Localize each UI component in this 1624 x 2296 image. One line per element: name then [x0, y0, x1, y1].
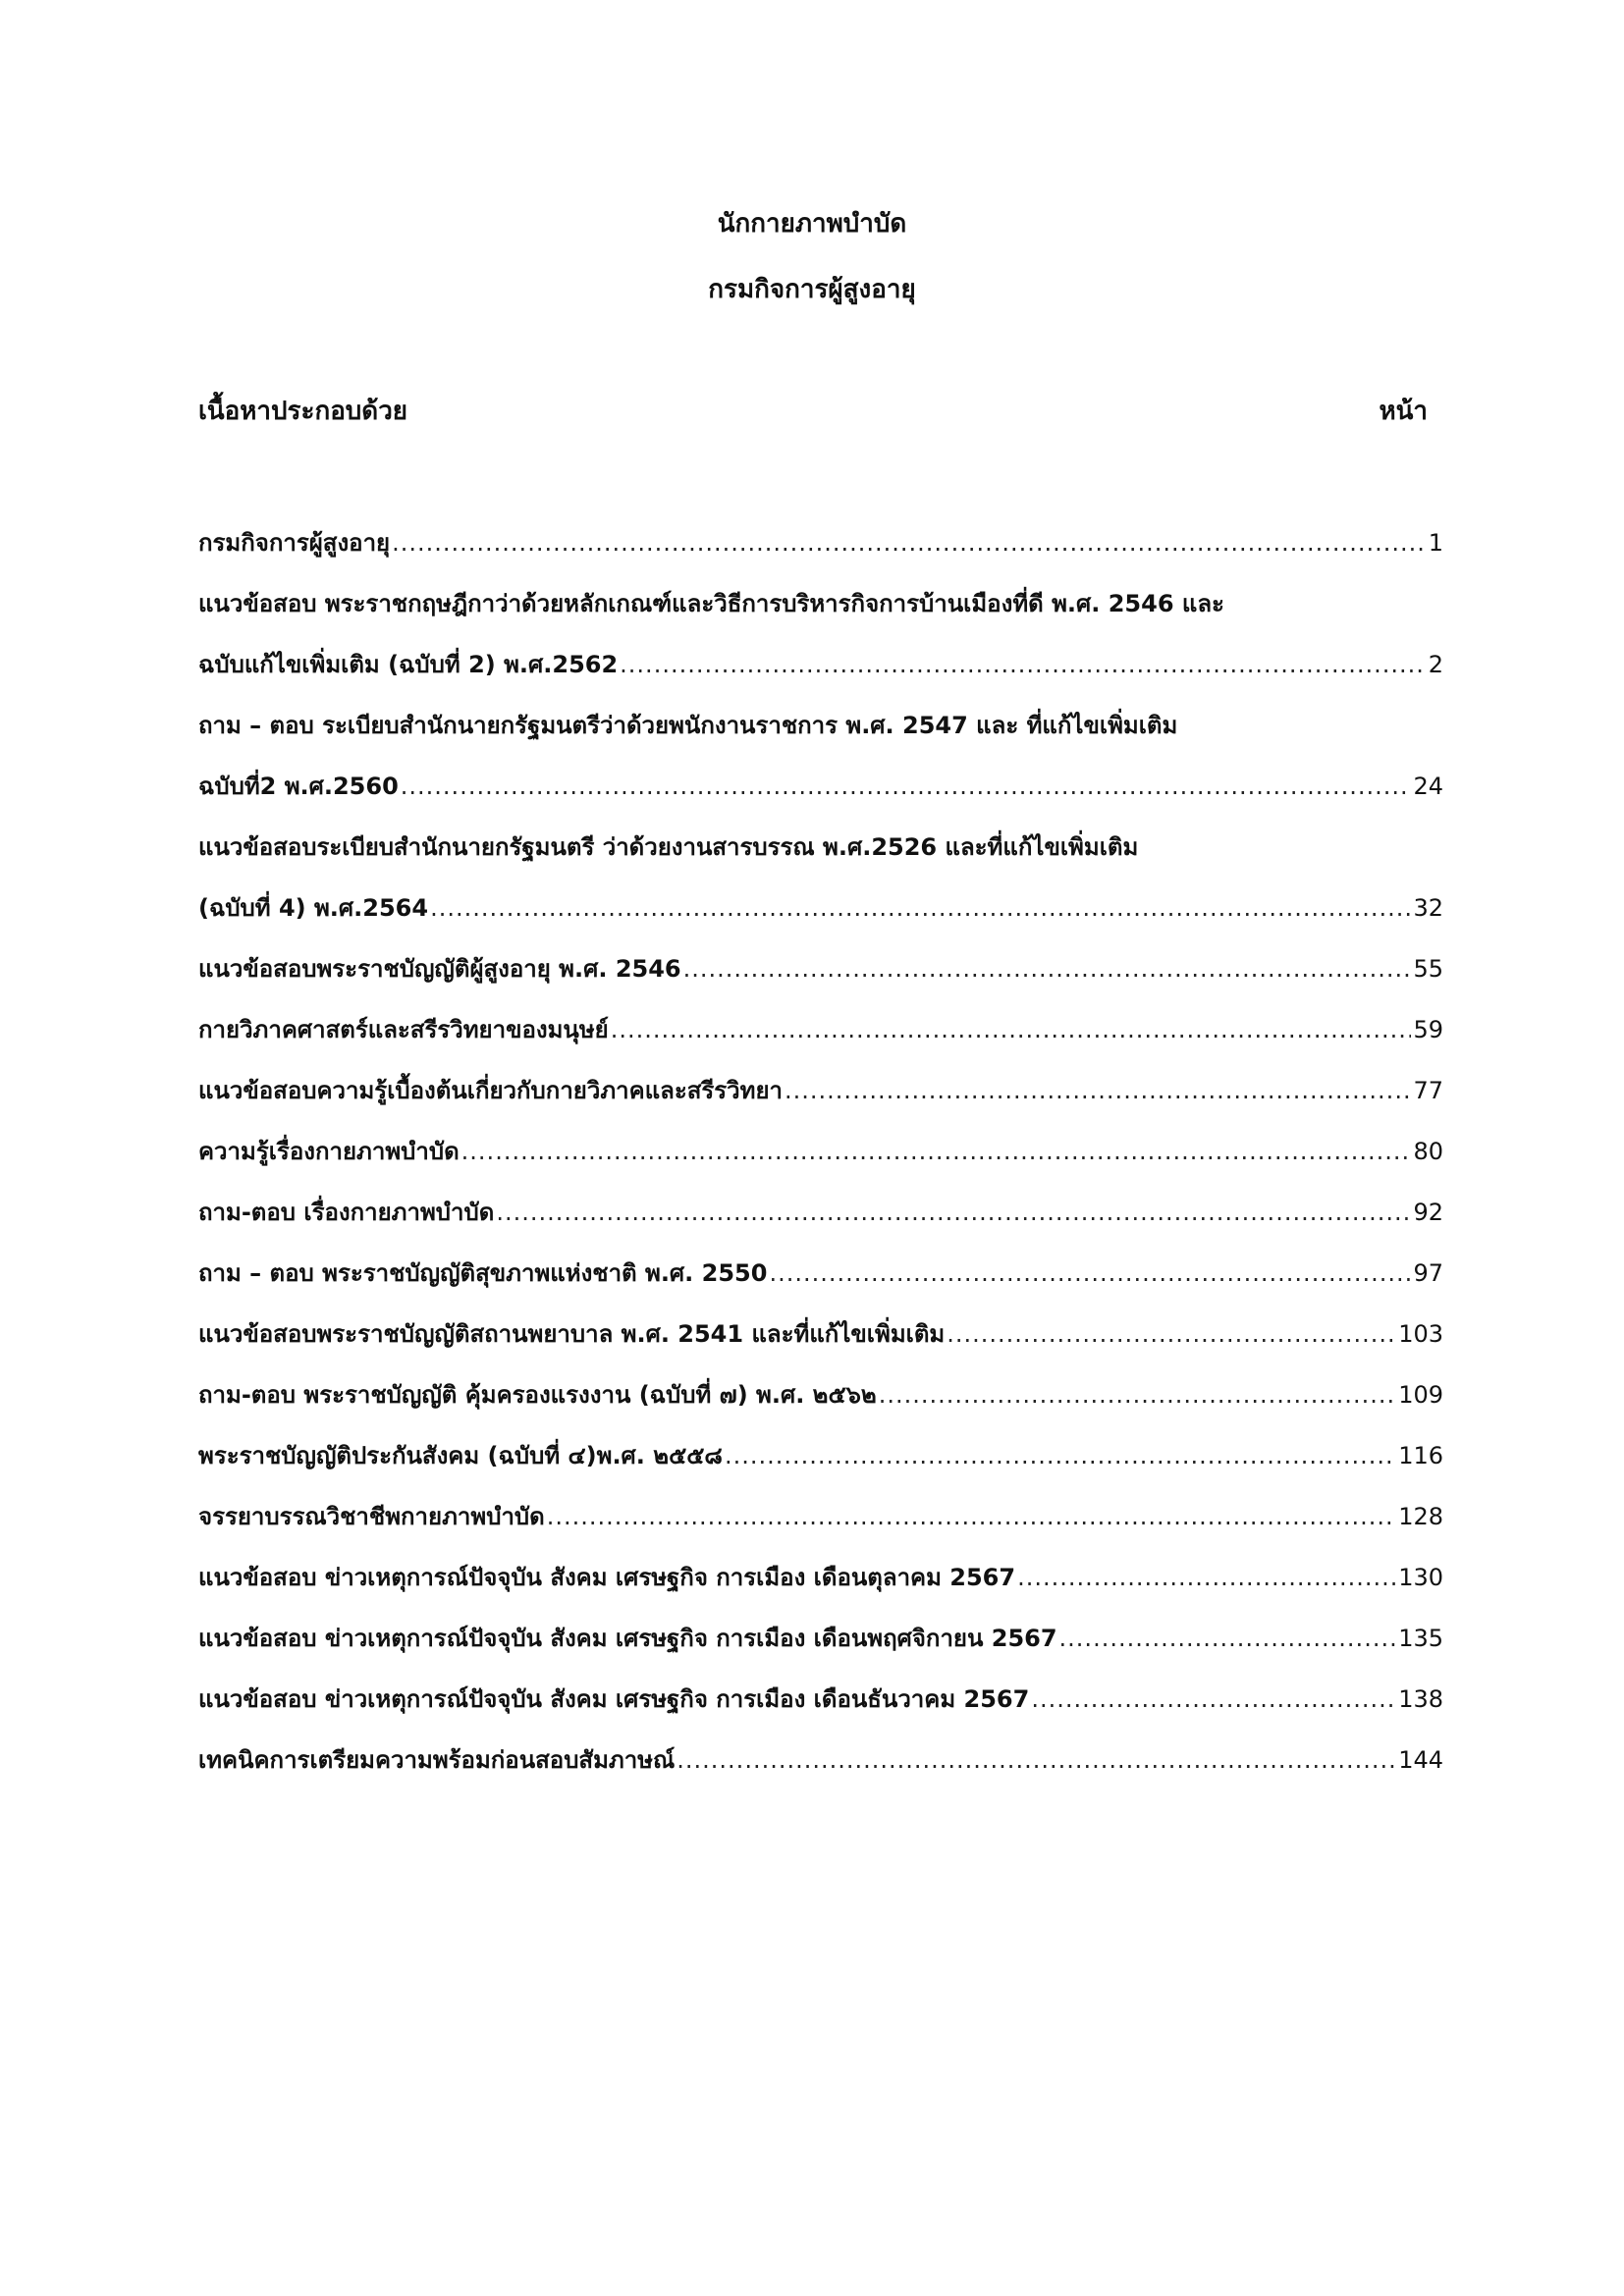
toc-page-number: 138: [1398, 1685, 1443, 1713]
dot-leader: [725, 1425, 1396, 1486]
toc-entry: [198, 1486, 1443, 1547]
dot-leader: [1031, 1669, 1396, 1730]
dot-leader: [879, 1364, 1396, 1425]
toc-entry: [198, 999, 1443, 1060]
toc-entry-title: ฉบับแก้ไขเพิ่มเติม (ฉบับที่ 2) พ.ศ.2562: [198, 651, 619, 678]
toc-page-number: 103: [1398, 1320, 1443, 1348]
toc-entry-title: แนวข้อสอบความรู้เบื้องต้นเกี่ยวกับกายวิภาคและสรีรวิทยา: [198, 1077, 784, 1104]
dot-leader: [1059, 1608, 1397, 1669]
dot-leader: [683, 938, 1412, 999]
toc-entry-title: เทคนิคการเตรียมความพร้อมก่อนสอบสัมภาษณ์: [198, 1746, 676, 1774]
dot-leader: [677, 1730, 1396, 1790]
dot-leader: [1017, 1547, 1396, 1608]
toc-entry-title: ถาม-ตอบ เรื่องกายภาพบำบัด: [198, 1199, 495, 1226]
toc-page-number: 116: [1398, 1442, 1443, 1469]
dot-leader: [947, 1304, 1396, 1364]
dot-leader: [496, 1182, 1411, 1243]
toc-entry: [198, 1730, 1443, 1790]
toc-header: [198, 391, 1428, 430]
dot-leader: [430, 878, 1411, 938]
toc-page-number: 77: [1413, 1077, 1443, 1104]
toc-entry: [198, 1425, 1443, 1486]
toc-entry-title: แนวข้อสอบ ข่าวเหตุการณ์ปัจจุบัน สังคม เศรษฐกิจ การเมือง เดือนตุลาคม 2567: [198, 1564, 1016, 1591]
toc-entry-line: [198, 1669, 1443, 1730]
toc-entry-line: [198, 1730, 1443, 1790]
toc-entry-line: [198, 573, 1443, 634]
toc-entry: [198, 512, 1443, 573]
toc-entry-line: [198, 817, 1443, 878]
toc-entry-title: แนวข้อสอบ ข่าวเหตุการณ์ปัจจุบัน สังคม เศรษฐกิจ การเมือง เดือนพฤศจิกายน 2567: [198, 1625, 1057, 1652]
toc-page-number: 97: [1413, 1259, 1443, 1287]
toc-page-number: 55: [1413, 955, 1443, 983]
toc-entry-line: [198, 512, 1443, 573]
toc-entry: [198, 1121, 1443, 1182]
toc-page-number: 135: [1398, 1625, 1443, 1652]
toc-entry-line: [198, 1304, 1443, 1364]
toc-entry: [198, 573, 1443, 695]
toc-entry: [198, 1182, 1443, 1243]
toc-entry-line: [198, 756, 1443, 817]
toc-page-number: 92: [1413, 1199, 1443, 1226]
dot-leader: [392, 512, 1427, 573]
toc-entry-title: แนวข้อสอบ พระราชกฤษฎีกาว่าด้วยหลักเกณฑ์และวิธีการบริหารกิจการบ้านเมืองที่ดี พ.ศ. 2546 และ: [198, 590, 1224, 617]
toc-entry-line: [198, 1243, 1443, 1304]
toc-entry-line: [198, 1060, 1443, 1121]
document-subtitle: กรมกิจการผู้สูงอายุ: [708, 275, 916, 304]
toc-entry: [198, 1547, 1443, 1608]
toc-page-number: 59: [1413, 1016, 1443, 1043]
toc-entry-line: [198, 1425, 1443, 1486]
toc-entry-title: แนวข้อสอบพระราชบัญญัติผู้สูงอายุ พ.ศ. 2546: [198, 955, 681, 983]
toc-entry: [198, 1608, 1443, 1669]
dot-leader: [547, 1486, 1396, 1547]
toc-entry-title: ฉบับที่2 พ.ศ.2560: [198, 773, 399, 800]
dot-leader: [785, 1060, 1411, 1121]
dot-leader: [461, 1121, 1412, 1182]
toc-entry-title: แนวข้อสอบระเบียบสำนักนายกรัฐมนตรี ว่าด้วยงานสารบรรณ พ.ศ.2526 และที่แก้ไขเพิ่มเติม: [198, 833, 1139, 861]
toc-entry-title: กายวิภาคศาสตร์และสรีรวิทยาของมนุษย์: [198, 1016, 609, 1043]
toc-entry-title: (ฉบับที่ 4) พ.ศ.2564: [198, 894, 429, 922]
toc-entry-line: [198, 695, 1443, 756]
toc-entry: [198, 938, 1443, 999]
toc-page-number: 144: [1398, 1746, 1443, 1774]
document-title: นักกายภาพบำบัด: [717, 209, 907, 239]
toc-page-number: 128: [1398, 1503, 1443, 1530]
toc-entry: [198, 1243, 1443, 1304]
toc-entry-line: [198, 1121, 1443, 1182]
toc-page-number: 24: [1413, 773, 1443, 800]
toc-page-number: 2: [1428, 651, 1443, 678]
toc-entry-line: [198, 1364, 1443, 1425]
toc-entry-line: [198, 1608, 1443, 1669]
toc-entry: [198, 1060, 1443, 1121]
toc-entry: [198, 1364, 1443, 1425]
toc-entry-line: [198, 999, 1443, 1060]
page-column-label: หน้า: [1379, 396, 1428, 426]
toc-entry-title: แนวข้อสอบ ข่าวเหตุการณ์ปัจจุบัน สังคม เศรษฐกิจ การเมือง เดือนธันวาคม 2567: [198, 1685, 1030, 1713]
dot-leader: [620, 634, 1427, 695]
toc-entry-title: แนวข้อสอบพระราชบัญญัติสถานพยาบาล พ.ศ. 2541 และที่แก้ไขเพิ่มเติม: [198, 1320, 946, 1348]
toc-entry: [198, 1304, 1443, 1364]
toc-entry-title: พระราชบัญญัติประกันสังคม (ฉบับที่ ๔)พ.ศ. ๒๕๕๘: [198, 1442, 723, 1469]
dot-leader: [611, 999, 1412, 1060]
toc-page-number: 1: [1428, 529, 1443, 557]
toc-entry-line: [198, 938, 1443, 999]
toc-entry: [198, 695, 1443, 817]
toc-entry-title: กรมกิจการผู้สูงอายุ: [198, 529, 391, 557]
toc-entry-title: ความรู้เรื่องกายภาพบำบัด: [198, 1138, 460, 1165]
toc-entry: [198, 817, 1443, 938]
toc-entry-title: จรรยาบรรณวิชาชีพกายภาพบำบัด: [198, 1503, 545, 1530]
toc-entry-title: ถาม-ตอบ พระราชบัญญัติ คุ้มครองแรงงาน (ฉบับที่ ๗) พ.ศ. ๒๕๖๒: [198, 1381, 877, 1409]
toc-page-number: 130: [1398, 1564, 1443, 1591]
dot-leader: [769, 1243, 1411, 1304]
toc-entry-line: [198, 634, 1443, 695]
toc-page-number: 109: [1398, 1381, 1443, 1409]
toc-entry: [198, 1669, 1443, 1730]
toc-entry-line: [198, 1182, 1443, 1243]
toc-entry-line: [198, 878, 1443, 938]
toc-page-number: 80: [1413, 1138, 1443, 1165]
contents-label: เนื้อหาประกอบด้วย: [198, 396, 408, 426]
dot-leader: [401, 756, 1412, 817]
toc-entry-line: [198, 1486, 1443, 1547]
toc-entry-line: [198, 1547, 1443, 1608]
toc-page-number: 32: [1413, 894, 1443, 922]
toc-entry-title: ถาม – ตอบ ระเบียบสำนักนายกรัฐมนตรีว่าด้วยพนักงานราชการ พ.ศ. 2547 และ ที่แก้ไขเพิ่มเติม: [198, 712, 1178, 739]
table-of-contents: [198, 512, 1443, 1790]
toc-entry-title: ถาม – ตอบ พระราชบัญญัติสุขภาพแห่งชาติ พ.ศ. 2550: [198, 1259, 768, 1287]
